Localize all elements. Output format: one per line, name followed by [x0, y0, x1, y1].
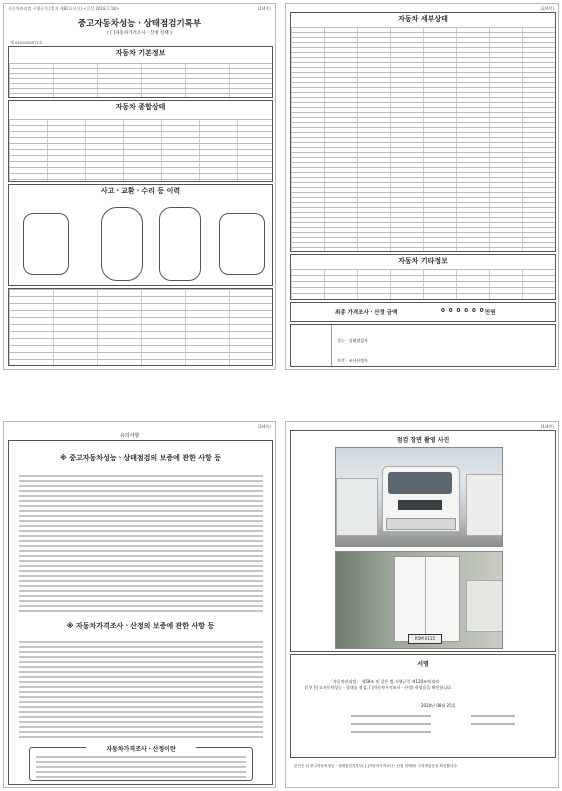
- overall-status-box: [8, 100, 273, 182]
- truck-windshield: [388, 472, 452, 494]
- notice-body-2: [19, 641, 263, 741]
- special-history-box: [8, 288, 273, 366]
- page-title: 중고자동차성능ㆍ상태점검기록부: [77, 19, 202, 29]
- signer-line-1: [351, 715, 431, 717]
- photo-truck-rear: [335, 551, 503, 649]
- signature-section: [290, 654, 556, 758]
- price-unit: 만원: [485, 310, 496, 316]
- sign-label-inspector: 성능ㆍ상태점검자: [337, 338, 368, 343]
- car-diagram-bottom: [159, 207, 201, 281]
- car-diagram-side-right: [219, 213, 265, 275]
- notes-box: [8, 440, 273, 785]
- photo-box: [290, 430, 556, 652]
- notice-title-1: ※ 중고자동차성능ㆍ상태점검의 보증에 관한 사항 등: [60, 454, 221, 462]
- signer-sign-2: [471, 723, 515, 725]
- sign-text-1: 「자동차관리법」 제58조 및 같은 법 시행규칙 제120조에 따라: [329, 679, 440, 684]
- cargo-box: [394, 556, 460, 642]
- special-history-grid: [9, 289, 272, 365]
- section-title: 자동차 기타정보: [398, 257, 448, 265]
- accident-history-box: [8, 184, 273, 286]
- etc-info-grid: [291, 269, 555, 299]
- sign-title: 서명: [417, 661, 429, 668]
- detail-status-box: [290, 12, 556, 252]
- page-footer: 본인은 위 중고자동차성능ㆍ상태점검기록부( [ ]자동차가격조사ㆍ산정 선택)를 고지받았음을 확인합니다.: [294, 764, 459, 768]
- car-diagram-side-left: [23, 213, 69, 275]
- page-4: [285, 421, 559, 788]
- notice-title-2: ※ 자동차가격조사ㆍ산정의 보증에 관한 사항 등: [66, 622, 215, 630]
- price-label: 최종 가격조사ㆍ산정 금액: [335, 310, 398, 316]
- truck-right: [466, 474, 503, 536]
- etc-info-box: [290, 254, 556, 300]
- section-title: 자동차 기본정보: [115, 49, 166, 57]
- page-subtitle: ( [ ]자동차가격조사ㆍ산정 선택 ): [107, 31, 172, 36]
- overall-status-grid: [9, 119, 272, 181]
- page-number: (2/4쪽): [540, 6, 554, 11]
- notes-heading: 유의사항: [120, 433, 140, 439]
- price-value: 0 0 0 0 0 0: [441, 308, 485, 314]
- page-1: [3, 3, 276, 370]
- signature-box: [290, 324, 556, 367]
- truck-left: [336, 478, 378, 536]
- doc-number: 제 0420000972호: [10, 40, 43, 45]
- photo-title: 점검 장면 촬영 사진: [396, 437, 450, 444]
- page-2: [285, 3, 559, 370]
- signer-sign-1: [471, 715, 515, 717]
- section-title: 사고ㆍ교환ㆍ수리 등 이력: [100, 187, 181, 195]
- basic-info-box: [8, 46, 273, 98]
- section-title: 자동차 세부상태: [398, 15, 448, 23]
- page-number: (3/4쪽): [257, 424, 271, 429]
- appraisal-definition-box: [29, 747, 253, 781]
- notice-body-3: [36, 756, 246, 778]
- page-header: 자동차관리법 시행규칙 [별지 제82호서식] <신설 2018.1.18>: [8, 6, 120, 11]
- sign-date: 2020년 08월 25일: [421, 703, 456, 708]
- sign-text-2: ([ V ]중고자동차성능ㆍ상태를 점검, [ ]자동차가격조사ㆍ산정) 하였음을 확인합니다.: [305, 685, 453, 690]
- notice-body-1: [19, 475, 263, 615]
- cargo-door-line: [425, 556, 426, 640]
- notice-title-3: 자동차가격조사ㆍ산정이란: [86, 744, 196, 753]
- car-diagram-top: [101, 207, 143, 281]
- sign-label-appraiser: 가격ㆍ조사산정자: [337, 358, 368, 363]
- truck-grille: [398, 500, 442, 510]
- detail-status-grid: [291, 27, 555, 251]
- final-price-box: [290, 302, 556, 322]
- section-title: 자동차 종합상태: [115, 103, 166, 111]
- signer-line-3: [351, 731, 431, 733]
- basic-info-grid: [9, 63, 272, 97]
- divider: [331, 325, 332, 366]
- plate-rear: R5M 6115: [408, 634, 442, 644]
- page-number: (4/4쪽): [540, 424, 554, 429]
- bg-truck: [466, 580, 503, 632]
- truck-bumper: [386, 518, 456, 530]
- signer-line-2: [351, 723, 431, 725]
- page-number: (1/4쪽): [257, 6, 271, 11]
- photo-truck-front: [335, 447, 503, 547]
- page-3: [3, 421, 276, 788]
